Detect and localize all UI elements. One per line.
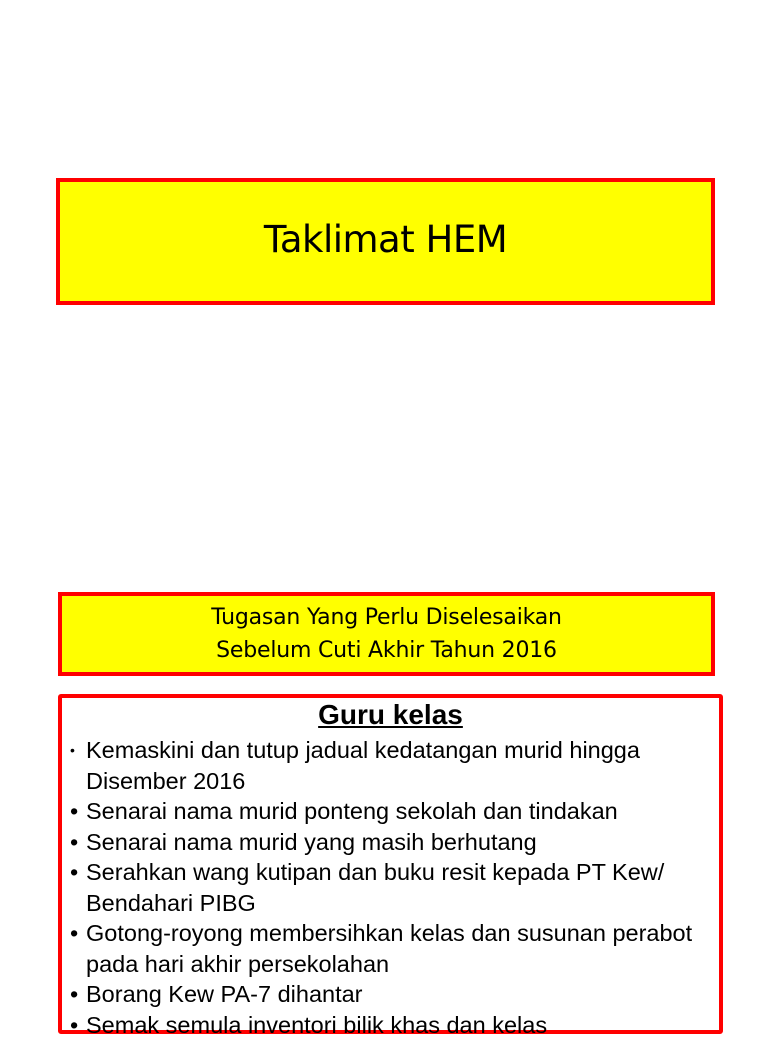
section-heading: Guru kelas	[62, 698, 719, 732]
bullet-icon: •	[70, 1010, 78, 1040]
bullet-icon: •	[70, 827, 78, 858]
list-item	[70, 857, 720, 918]
list-item-text: Semak semula inventori bilik khas dan kelas	[86, 1012, 547, 1038]
task-list	[70, 735, 720, 1040]
list-item	[70, 1010, 720, 1040]
list-item	[70, 796, 720, 827]
list-item-text: Senarai nama murid ponteng sekolah dan tindakan	[86, 798, 618, 824]
list-item	[70, 735, 720, 796]
bullet-icon: •	[70, 735, 75, 766]
subtitle-line-2: Sebelum Cuti Akhir Tahun 2016	[216, 634, 557, 667]
subtitle-line-1: Tugasan Yang Perlu Diselesaikan	[211, 601, 562, 634]
content-box	[58, 694, 723, 1034]
title-box	[56, 178, 715, 305]
list-item-text: Senarai nama murid yang masih berhutang	[86, 829, 537, 855]
list-item-text: Gotong-royong membersihkan kelas dan susunan perabot pada hari akhir persekolahan	[86, 920, 692, 977]
list-item-text: Serahkan wang kutipan dan buku resit kepada PT Kew/ Bendahari PIBG	[86, 859, 664, 916]
list-item	[70, 918, 720, 979]
bullet-icon: •	[70, 918, 78, 949]
bullet-icon: •	[70, 796, 78, 827]
slide-title: Taklimat HEM	[264, 218, 507, 261]
list-item	[70, 979, 720, 1010]
list-item	[70, 827, 720, 858]
bullet-icon: •	[70, 979, 78, 1010]
subtitle-box	[58, 592, 715, 676]
bullet-icon: •	[70, 857, 78, 888]
list-item-text: Borang Kew PA-7 dihantar	[86, 981, 363, 1007]
list-item-text: Kemaskini dan tutup jadual kedatangan murid hingga Disember 2016	[86, 737, 640, 794]
